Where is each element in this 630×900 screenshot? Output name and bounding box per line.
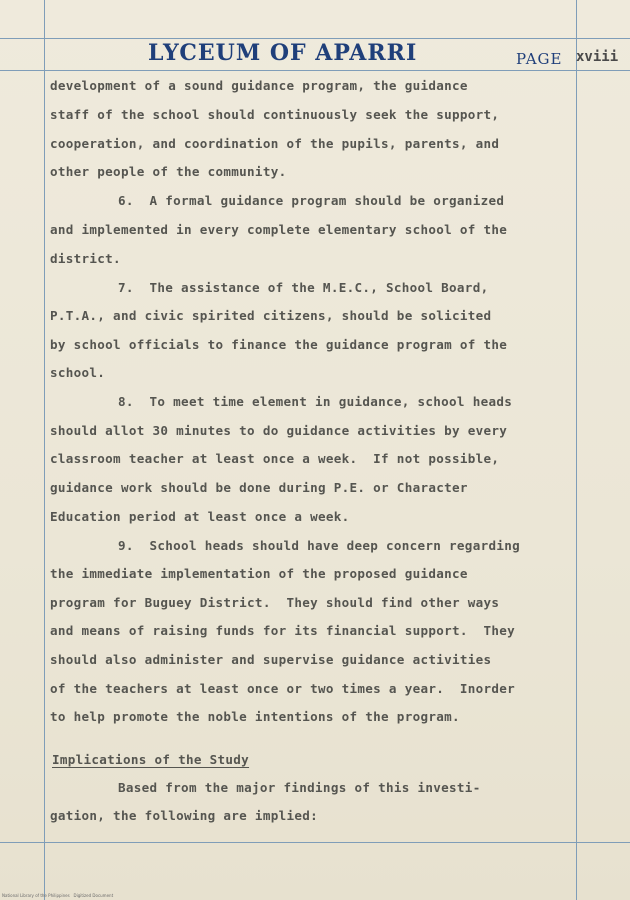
body-line: 9. School heads should have deep concern regarding xyxy=(118,538,520,553)
body-line: the immediate implementation of the proposed guidance xyxy=(50,566,468,581)
rule-line-top xyxy=(0,38,630,39)
body-line: school. xyxy=(50,365,106,380)
page-label: PAGE xyxy=(516,50,563,68)
body-line: gation, the following are implied: xyxy=(50,808,318,823)
body-line: other people of the community. xyxy=(50,164,287,179)
body-line: cooperation, and coordination of the pupils, parents, and xyxy=(50,136,500,151)
body-line: program for Buguey District. They should find other ways xyxy=(50,595,500,610)
body-line: and means of raising funds for its financial support. They xyxy=(50,623,516,638)
body-line: development of a sound guidance program, the guidance xyxy=(50,78,468,93)
body-line: 8. To meet time element in guidance, school heads xyxy=(118,394,513,409)
body-line: staff of the school should continuously seek the support, xyxy=(50,107,500,122)
rule-line-bottom xyxy=(0,842,630,843)
body-line: classroom teacher at least once a week. If not possible, xyxy=(50,451,500,466)
body-line: district. xyxy=(50,251,121,266)
body-line: guidance work should be done during P.E. or Character xyxy=(50,480,468,495)
body-line: P.T.A., and civic spirited citizens, should be solicited xyxy=(50,308,492,323)
body-line: and implemented in every complete elementary school of the xyxy=(50,222,508,237)
body-line: Education period at least once a week. xyxy=(50,509,350,524)
body-line: of the teachers at least once or two times a year. Inorder xyxy=(50,681,516,696)
page-number: xviii xyxy=(576,49,619,65)
body-line: should allot 30 minutes to do guidance activities by every xyxy=(50,423,508,438)
body-line: Based from the major findings of this investi- xyxy=(118,780,481,795)
body-line: should also administer and supervise guidance activities xyxy=(50,652,492,667)
body-line: to help promote the noble intentions of the program. xyxy=(50,709,460,724)
body-line: 6. A formal guidance program should be organized xyxy=(118,193,505,208)
rule-line-header xyxy=(0,70,630,71)
scan-footer: National Library of the Philippines Digitized Document xyxy=(2,893,114,898)
section-heading: Implications of the Study xyxy=(52,752,250,767)
body-line: 7. The assistance of the M.E.C., School Board, xyxy=(118,280,489,295)
body-line: by school officials to finance the guidance program of the xyxy=(50,337,508,352)
margin-line-right xyxy=(576,0,577,900)
margin-line-left xyxy=(44,0,45,900)
page-header-title: LYCEUM OF APARRI xyxy=(148,40,418,66)
